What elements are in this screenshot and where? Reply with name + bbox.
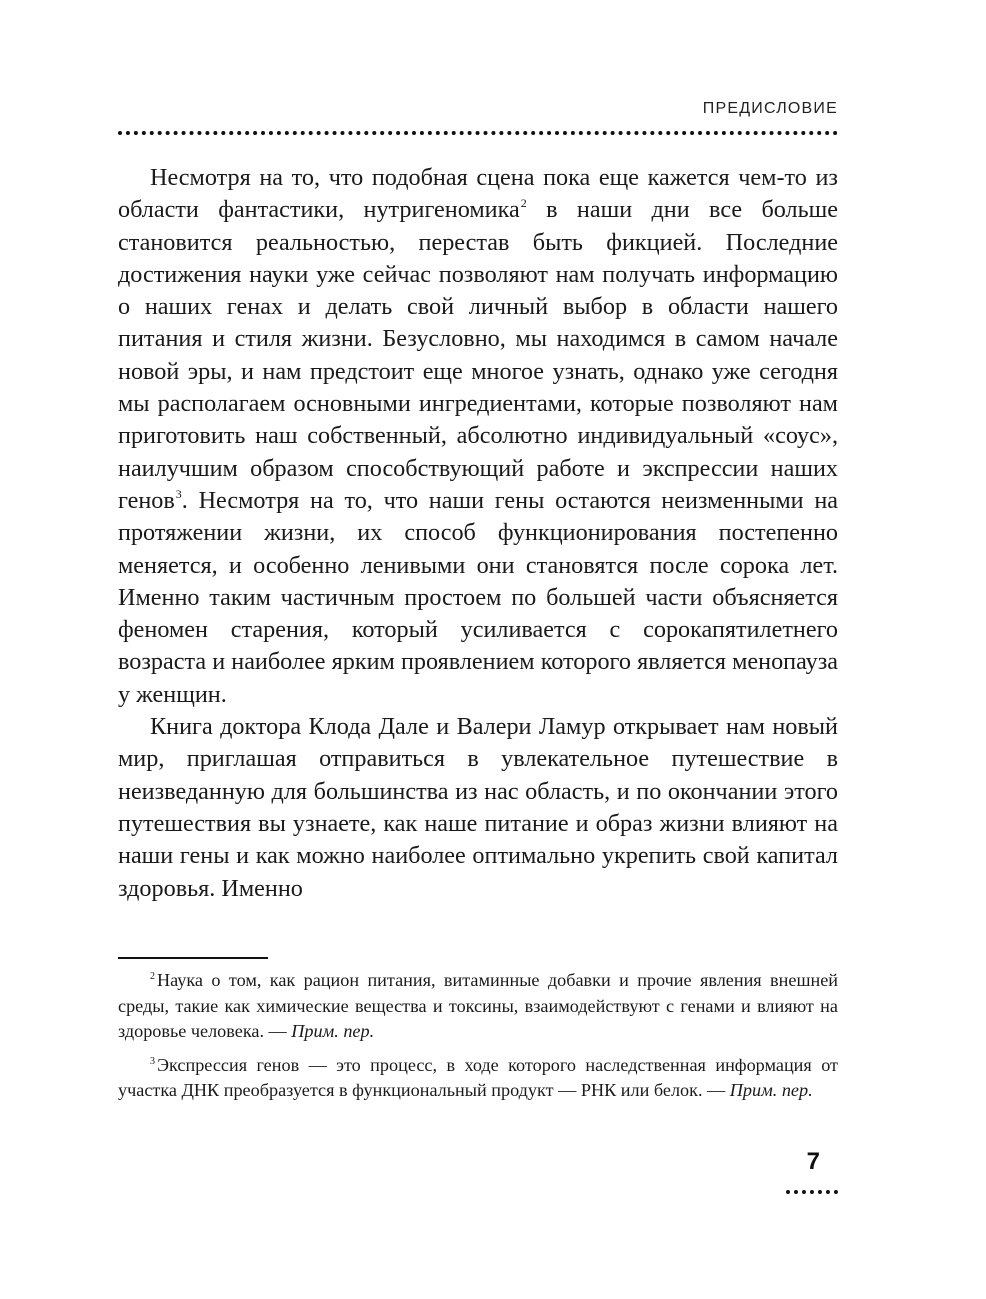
footnote-ref-3[interactable]: 3 [175,486,182,501]
bottom-dotted-rule [786,1190,838,1194]
footnote-3 [118,1053,838,1104]
footnote-separator [118,957,268,959]
paragraph-1 [118,162,838,711]
footnote-ref-2[interactable]: 2 [520,196,527,211]
paragraph-1-part-2: в наши дни все больше становится реальностью, перестав быть фикцией. Последние достижения науки уже сейчас позволяют нам получать информацию о наших генах и делать свой личный выбор в области нашего питания и стиля жизни. Безусловно, мы находимся в самом начале новой эры, и нам предстоит еще многое узнать, однако уже сегодня мы располагаем основными ингредиентами, которые позволяют нам приготовить наш собственный, абсолютно индивидуальный «соус», наилучшим образом способствующий работе и экспрессии наших генов [118,196,838,514]
main-text [118,162,838,905]
running-head: ПРЕДИСЛОВИЕ [702,100,838,117]
footnote-2-text: Наука о том, как рацион питания, витаминные добавки и прочие явления внешней среды, такие как химические вещества и токсины, взаимодействуют с генами и влияют на здоровье человека. — [118,970,838,1041]
footnote-3-text: Экспрессия генов — это процесс, в ходе которого наследственная информация от участка ДНК преобразуется в функциональный продукт — РНК или белок. — [118,1054,838,1100]
footnote-3-note: Прим. пер. [729,1080,813,1100]
paragraph-2: Книга доктора Клода Дале и Валери Ламур открывает нам новый мир, приглашая отправиться в увлекательное путешествие в неизведанную для большинства из нас область, и по окончании этого путешествия вы узнаете, как наше питание и образ жизни влияют на наши гены и как можно наиболее оптимально укрепить свой капитал здоровья. Именно [118,713,838,902]
footnote-2-number: 2 [150,971,155,982]
paragraph-1-part-3: . Несмотря на то, что наши гены остаются неизменными на протяжении жизни, их способ функционирования постепенно меняется, и особенно ленивыми они становятся после сорока лет. Именно таким частичным простоем по большей части объясняется феномен старения, который усиливается с сорокапятилетнего возраста и наиболее ярким проявлением которого является менопауза у женщин. [118,486,838,708]
footnote-2 [118,968,838,1045]
footnotes [118,968,838,1112]
top-dotted-rule [118,131,838,135]
page-number: 7 [806,1148,820,1175]
footnote-3-number: 3 [150,1055,155,1067]
footnote-2-note: Прим. пер. [291,1021,375,1041]
paragraph-1-part-1: Несмотря на то, что подобная сцена пока еще кажется чем-то из области фантастики, нутригеномика [118,164,838,224]
